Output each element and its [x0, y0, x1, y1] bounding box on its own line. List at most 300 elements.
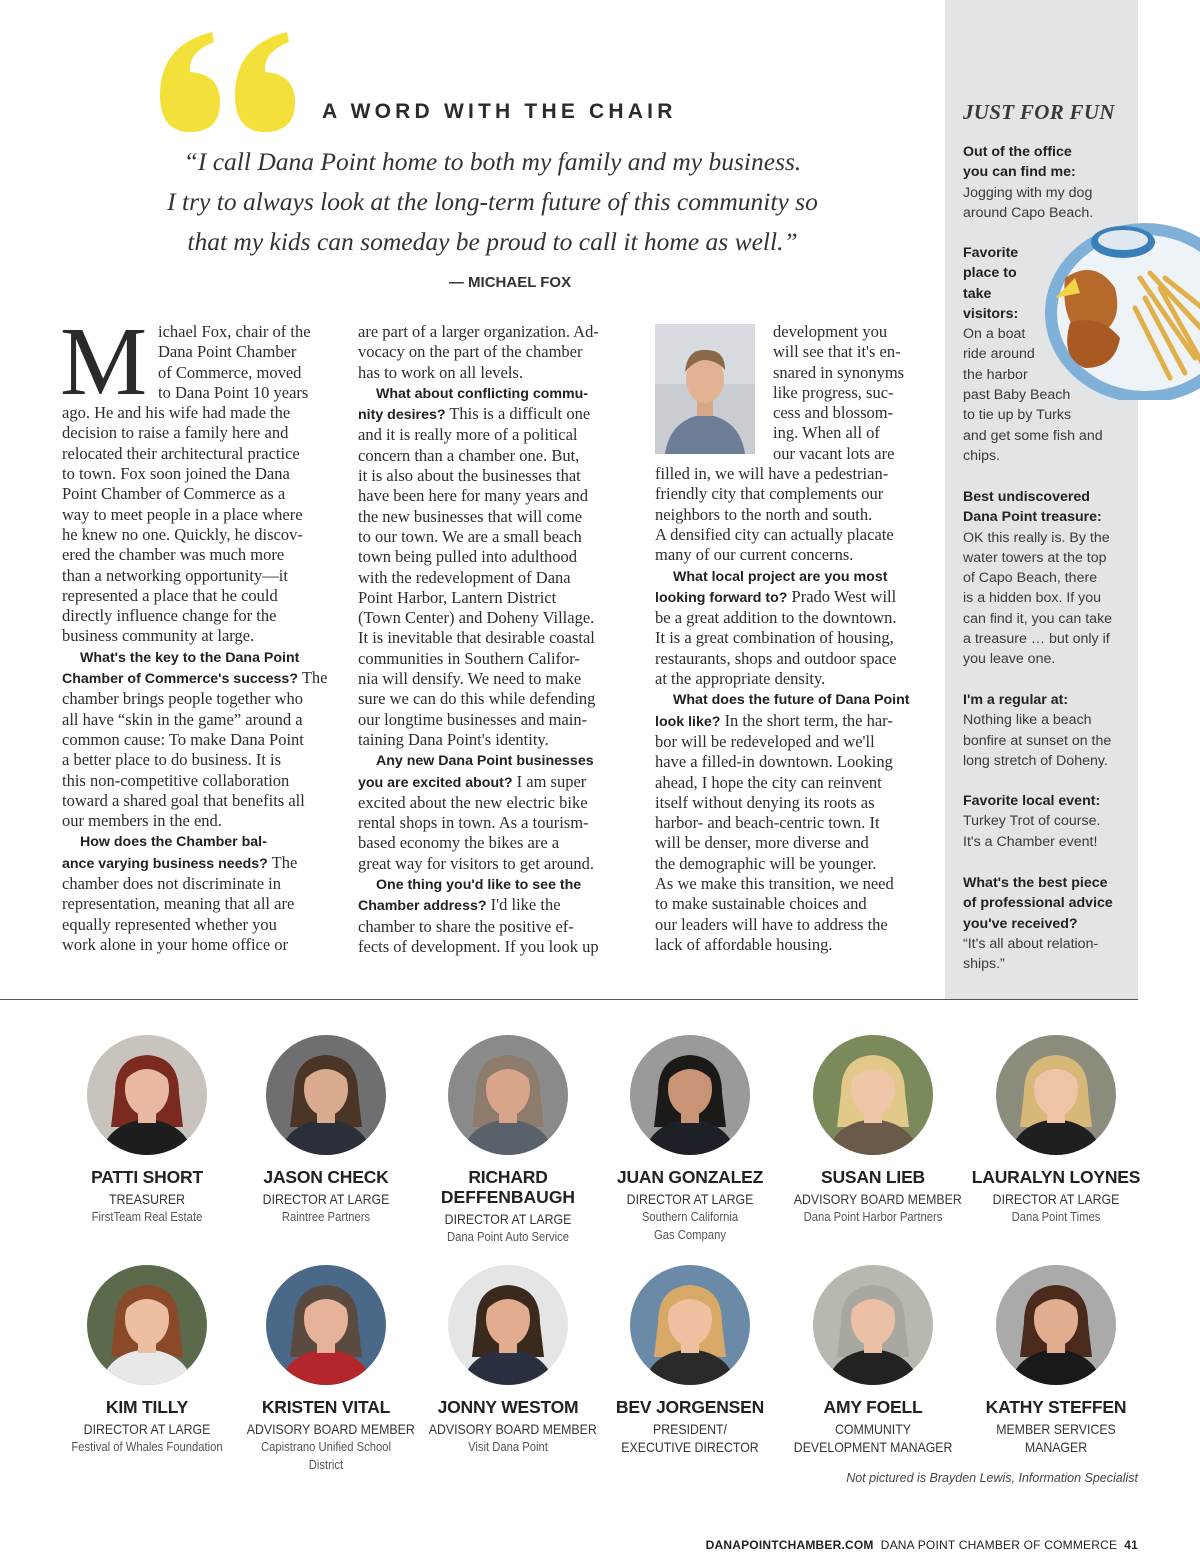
member-name: JASON CHECK [263, 1167, 389, 1187]
body-text: will see that it's en- [773, 342, 901, 362]
body-text: Dana Point Chamber [158, 342, 297, 362]
article-line [655, 587, 927, 608]
body-text: As we make this transition, we need [655, 874, 894, 894]
question-text: What local project are you most [673, 568, 888, 585]
body-text: town being pulled into adulthood [358, 547, 578, 567]
avatar [996, 1265, 1116, 1385]
sidebar-answer: “It's all about relation- [963, 935, 1099, 952]
avatar [813, 1035, 933, 1155]
avatar [87, 1035, 207, 1155]
avatar [266, 1265, 386, 1385]
section-title: A WORD WITH THE CHAIR [322, 100, 677, 123]
body-text: excited about the new electric bike [358, 792, 588, 812]
article-line [62, 606, 334, 626]
article-line [62, 626, 334, 646]
article-line [655, 484, 927, 504]
sidebar-answer: and get some fish and [963, 427, 1103, 444]
member-role: EXECUTIVE DIRECTOR [621, 1439, 759, 1455]
body-text: Point Chamber of Commerce as a [62, 484, 286, 504]
body-text: bor will be redeveloped and we'll [655, 731, 875, 751]
member-name: LAURALYN LOYNES [971, 1167, 1141, 1187]
article-line [655, 874, 927, 894]
article-line [358, 730, 630, 750]
member-organization: Dana Point Times [1011, 1210, 1101, 1224]
article-line [62, 750, 334, 770]
sidebar-question: you can find me: [963, 164, 1076, 181]
article-line [358, 813, 630, 833]
article-line [62, 383, 334, 403]
article-line [655, 628, 927, 648]
body-text: to make sustainable choices and [655, 894, 867, 914]
footer-site: DANAPOINTCHAMBER.COM [705, 1538, 874, 1552]
article-line [358, 750, 630, 771]
body-text: vocacy on the part of the chamber [358, 342, 583, 362]
question-text: Chamber of Commerce's success? [62, 671, 298, 688]
body-text: It is inevitable that desirable coastal [358, 628, 595, 648]
sidebar-question: Out of the office [963, 144, 1072, 160]
sidebar-item [963, 873, 1135, 974]
member-organization: Capistrano Unified School [260, 1440, 392, 1454]
article-line [62, 791, 334, 811]
board-member-card [57, 1265, 237, 1456]
sidebar-question: take [963, 285, 992, 302]
article-line [62, 363, 334, 383]
quote-line: “I call Dana Point home to both my family and my business. [183, 147, 802, 176]
member-organization: Gas Company [654, 1228, 726, 1242]
article-line [655, 464, 927, 484]
member-organization: Dana Point Auto Service [447, 1230, 569, 1244]
article-line [62, 586, 334, 606]
article-line [655, 669, 927, 689]
article-line [358, 425, 630, 445]
article-line [655, 649, 927, 669]
article-line [358, 772, 630, 793]
body-text: rental shops in town. As a tourism- [358, 813, 589, 833]
article-line [655, 813, 927, 833]
article-line [655, 525, 927, 545]
body-text: be a great addition to the downtown. [655, 608, 897, 628]
body-text: sure we can do this while defending [358, 689, 596, 709]
body-text: itself without denying its roots as [655, 792, 875, 812]
article-line [358, 363, 630, 383]
body-text: ichael Fox, chair of the [158, 322, 311, 341]
question-text: What's the key to the Dana Point [80, 649, 300, 666]
member-role: COMMUNITY [835, 1421, 911, 1437]
sidebar-answer: ride around [963, 346, 1035, 363]
sidebar-answer: around Capo Beach. [963, 204, 1094, 221]
sidebar-answer: It's a Chamber event! [963, 833, 1098, 850]
body-text: (Town Center) and Doheny Village. [358, 608, 595, 628]
board-member-card [966, 1035, 1146, 1226]
board-member-card [236, 1035, 416, 1226]
board-member-card [600, 1265, 780, 1456]
member-organization: FirstTeam Real Estate [91, 1210, 203, 1224]
body-text: with the redevelopment of Dana [358, 567, 571, 587]
drop-cap: M [60, 308, 148, 416]
sidebar-answer: the harbor [963, 366, 1028, 383]
member-role: ADVISORY BOARD MEMBER [246, 1421, 415, 1437]
member-name: RICHARD [468, 1167, 548, 1187]
avatar [266, 1035, 386, 1155]
question-text: look like? [655, 713, 721, 730]
sidebar-answer: water towers at the top [963, 549, 1107, 566]
avatar [996, 1035, 1116, 1155]
question-text: Any new Dana Point businesses [376, 753, 594, 770]
body-text: The [267, 852, 298, 872]
sidebar-question: Dana Point treasure: [963, 509, 1102, 526]
body-text: taining Dana Point's identity. [358, 729, 549, 749]
question-text: Chamber address? [358, 898, 487, 915]
body-text: many of our current concerns. [655, 545, 854, 565]
member-role: MANAGER [1024, 1439, 1088, 1455]
body-text: great way for visitors to get around. [358, 853, 594, 873]
board-member-card [966, 1265, 1146, 1456]
body-text: he knew no one. Quickly, he discov- [62, 524, 303, 544]
footer-publication: DANA POINT CHAMBER OF COMMERCE [880, 1538, 1118, 1552]
sidebar-answer: a treasure … but only if [963, 631, 1110, 648]
body-text: a better place to do business. It is [62, 750, 282, 770]
body-text: have been here for many years and [358, 486, 588, 506]
body-text: cess and blossom- [773, 403, 894, 423]
article-line [655, 608, 927, 628]
body-text: communities in Southern Califor- [358, 648, 580, 668]
article-line [358, 710, 630, 730]
body-text: our leaders will have to address the [655, 914, 888, 934]
body-text: nia will densify. We need to make [358, 669, 582, 689]
body-text: the new businesses that will come [358, 506, 583, 526]
article-line [62, 668, 334, 689]
sidebar-item [963, 142, 1135, 223]
article-line [62, 444, 334, 464]
article-line [358, 628, 630, 648]
sidebar-answer: you leave one. [963, 651, 1056, 668]
article-line [655, 833, 927, 853]
member-organization: Raintree Partners [281, 1210, 371, 1224]
article-line [358, 527, 630, 547]
avatar [448, 1035, 568, 1155]
fish-and-chips-image [1045, 218, 1200, 400]
article-line [62, 423, 334, 443]
body-text: development you [773, 322, 888, 341]
article-line [655, 566, 927, 587]
body-text: this non-competitive collaboration [62, 770, 290, 790]
article-line [62, 853, 334, 874]
body-text: at the appropriate density. [655, 669, 826, 689]
body-text: common cause: To make Dana Point [62, 729, 304, 749]
question-text: nity desires? [358, 407, 446, 424]
article-line [62, 689, 334, 709]
article-line [358, 322, 630, 342]
sidebar-question: Best undiscovered [963, 489, 1090, 505]
sidebar-question: visitors: [963, 305, 1019, 322]
body-text: and it is really more of a political [358, 425, 578, 445]
question-text: What does the future of Dana Point [673, 692, 910, 709]
member-name: KRISTEN VITAL [261, 1397, 391, 1417]
article-line [62, 484, 334, 504]
article-line [62, 525, 334, 545]
body-text: In the short term, the har- [720, 710, 893, 730]
article-line [655, 711, 927, 732]
body-text: our members in the end. [62, 811, 222, 831]
body-text: decision to raise a family here and [62, 423, 289, 443]
article-line [358, 793, 630, 813]
michael-fox-portrait [655, 324, 755, 454]
quote-line: that my kids can someday be proud to call it home as well.” [187, 227, 798, 256]
sidebar-question: you've received? [963, 915, 1078, 932]
article-line [62, 935, 334, 955]
member-role: DEVELOPMENT MANAGER [793, 1439, 953, 1455]
body-text: our vacant lots are [773, 443, 895, 463]
board-member-card [236, 1265, 416, 1474]
article-line [358, 342, 630, 362]
body-text: Prado West will [787, 586, 897, 606]
section-divider [0, 999, 1138, 1000]
sidebar-answer: of Capo Beach, there [963, 570, 1098, 587]
member-name: SUSAN LIEB [821, 1167, 925, 1187]
body-text: work alone in your home office or [62, 934, 289, 954]
body-text: has to work on all levels. [358, 362, 523, 382]
body-text: fects of development. If you look up [358, 936, 599, 956]
member-role: ADVISORY BOARD MEMBER [793, 1191, 962, 1207]
body-text: our longtime businesses and main- [358, 709, 588, 729]
sidebar-question: Favorite local event: [963, 793, 1101, 809]
member-name: DEFFENBAUGH [440, 1187, 576, 1207]
article-line [62, 874, 334, 894]
quote-line: I try to always look at the long-term future of this community so [167, 187, 818, 216]
quote-mark-icon [150, 20, 305, 140]
body-text: harbor- and beach-centric town. It [655, 813, 880, 833]
article-line [62, 403, 334, 423]
member-organization: Southern California [641, 1210, 739, 1224]
article-line [62, 831, 334, 852]
body-text: it is also about the businesses that [358, 466, 581, 486]
member-role: DIRECTOR AT LARGE [626, 1191, 754, 1207]
body-text: directly influence change for the [62, 606, 277, 626]
article-line [62, 566, 334, 586]
body-text: friendly city that complements our [655, 484, 884, 504]
member-organization: Visit Dana Point [468, 1440, 548, 1454]
avatar [630, 1265, 750, 1385]
sidebar-answer: long stretch of Doheny. [963, 752, 1108, 769]
member-role: DIRECTOR AT LARGE [992, 1191, 1120, 1207]
body-text: This is a difficult one [445, 404, 591, 424]
sidebar-title: JUST FOR FUN [963, 100, 1115, 124]
sidebar-answer: Turkey Trot of course. [963, 813, 1101, 830]
body-text: relocated their architectural practice [62, 443, 300, 463]
article-line [358, 507, 630, 527]
member-name: KIM TILLY [105, 1397, 189, 1417]
sidebar-question: I'm a regular at: [963, 692, 1069, 708]
body-text: to town. Fox soon joined the Dana [62, 464, 290, 484]
article-line [358, 547, 630, 567]
body-text: based economy the bikes are a [358, 833, 560, 853]
board-member-card [418, 1265, 598, 1456]
member-role: PRESIDENT/ [653, 1421, 727, 1437]
member-name: AMY FOELL [823, 1397, 923, 1417]
question-text: looking forward to? [655, 589, 788, 606]
sidebar-answer: chips. [963, 447, 1001, 464]
article-line [62, 915, 334, 935]
article-line [358, 917, 630, 937]
body-text: business community at large. [62, 626, 255, 646]
member-name: JONNY WESTOM [437, 1397, 579, 1417]
board-member-card [57, 1035, 237, 1226]
article-line [358, 404, 630, 425]
body-text: have a filled-in downtown. Looking [655, 752, 893, 772]
body-text: ago. He and his wife had made the [62, 403, 291, 423]
article-line [62, 322, 334, 342]
not-pictured-note: Not pictured is Brayden Lewis, Information Specialist [846, 1471, 1138, 1485]
body-text: The [298, 668, 328, 688]
question-text: What about conflicting commu- [376, 385, 589, 402]
avatar [813, 1265, 933, 1385]
board-member-card [783, 1265, 963, 1456]
sidebar-answer: On a boat [963, 326, 1026, 343]
body-text: are part of a larger organization. Ad- [358, 322, 599, 341]
member-organization: District [308, 1458, 344, 1472]
article-line [358, 895, 630, 916]
article-line [358, 466, 630, 486]
sidebar-answer: past Baby Beach [963, 387, 1071, 404]
member-organization: Festival of Whales Foundation [71, 1440, 223, 1454]
article-line [358, 874, 630, 895]
article-line [62, 811, 334, 831]
article-line [655, 915, 927, 935]
article-line [358, 649, 630, 669]
body-text: I'd like the [486, 895, 561, 915]
article-line [62, 505, 334, 525]
body-text: the demographic will be younger. [655, 853, 877, 873]
page-footer [706, 1538, 1138, 1552]
board-member-card [783, 1035, 963, 1226]
avatar [448, 1265, 568, 1385]
sidebar-question: What's the best piece [963, 875, 1108, 891]
body-text: neighbors to the north and south. [655, 504, 873, 524]
sidebar-item [963, 791, 1135, 852]
sidebar-answer: ships.” [963, 956, 1005, 973]
body-text: way to meet people in a place where [62, 504, 303, 524]
body-text: ahead, I hope the city can reinvent [655, 772, 882, 792]
body-text: lack of affordable housing. [655, 934, 833, 954]
body-text: to our town. We are a small beach [358, 526, 582, 546]
body-text: will be denser, more diverse and [655, 833, 869, 853]
member-role: DIRECTOR AT LARGE [262, 1191, 390, 1207]
body-text: A densified city can actually placate [655, 524, 894, 544]
article-line [655, 752, 927, 772]
article-line [62, 647, 334, 668]
body-text: ered the chamber was much more [62, 545, 285, 565]
sidebar-question: place to [963, 265, 1017, 282]
body-text: ing. When all of [773, 423, 880, 443]
sidebar-question: Favorite [963, 245, 1019, 261]
body-text: It is a great combination of housing, [655, 628, 894, 648]
member-role: TREASURER [108, 1191, 185, 1207]
pull-quote [120, 142, 865, 262]
question-text: ance varying business needs? [62, 855, 268, 872]
body-text: all have “skin in the game” around a [62, 709, 303, 729]
body-text: chamber brings people together who [62, 689, 304, 709]
question-text: you are excited about? [358, 774, 513, 791]
sidebar-answer: OK this really is. By the [963, 529, 1110, 546]
board-member-card [418, 1035, 598, 1246]
sidebar-answer: bonfire at sunset on the [963, 732, 1112, 749]
body-text: snared in synonyms [773, 362, 905, 382]
body-text: equally represented whether you [62, 914, 277, 934]
member-name: PATTI SHORT [91, 1167, 203, 1187]
body-text: representation, meaning that all are [62, 894, 295, 914]
body-text: restaurants, shops and outdoor space [655, 648, 897, 668]
sidebar-answer: can find it, you can take [963, 610, 1113, 627]
body-text: to Dana Point 10 years [158, 382, 309, 402]
avatar [630, 1035, 750, 1155]
article-line [655, 545, 927, 565]
sidebar-answer: Nothing like a beach [963, 712, 1092, 729]
member-role: ADVISORY BOARD MEMBER [428, 1421, 597, 1437]
article-line [62, 464, 334, 484]
body-text: Point Harbor, Lantern District [358, 587, 557, 607]
article-line [358, 937, 630, 957]
article-line [358, 486, 630, 506]
article-line [62, 710, 334, 730]
article-line [655, 894, 927, 914]
article-line [358, 854, 630, 874]
article-line [358, 588, 630, 608]
body-text: filled in, we will have a pedestrian- [655, 464, 889, 484]
article-line [358, 669, 630, 689]
body-text: chamber to share the positive ef- [358, 916, 574, 936]
article-line [62, 771, 334, 791]
article-line [62, 342, 334, 362]
member-name: JUAN GONZALEZ [616, 1167, 764, 1187]
page-number: 41 [1124, 1538, 1138, 1552]
sidebar-item [963, 487, 1135, 670]
article-line [358, 833, 630, 853]
body-text: I am super [512, 771, 587, 791]
body-text: of Commerce, moved [158, 362, 302, 382]
article-column-2 [358, 322, 630, 957]
article-column-1 [62, 322, 334, 955]
article-line [358, 383, 630, 404]
sidebar-answer: is a hidden box. If you [963, 590, 1102, 607]
body-text: than a networking opportunity—it [62, 565, 288, 585]
board-member-card [600, 1035, 780, 1244]
question-text: How does the Chamber bal- [80, 834, 267, 851]
article-line [62, 545, 334, 565]
member-name: BEV JORGENSEN [615, 1397, 765, 1417]
article-line [358, 689, 630, 709]
body-text: chamber does not discriminate in [62, 874, 282, 894]
article-line [62, 730, 334, 750]
article-line [358, 568, 630, 588]
member-organization: Dana Point Harbor Partners [803, 1210, 943, 1224]
article-line [655, 854, 927, 874]
article-line [655, 505, 927, 525]
body-text: represented a place that he could [62, 585, 278, 605]
article-line [655, 935, 927, 955]
article-line [655, 773, 927, 793]
body-text: toward a shared goal that benefits all [62, 790, 305, 810]
article-line [655, 689, 927, 710]
sidebar-question: of professional advice [963, 895, 1113, 912]
sidebar-item [963, 690, 1135, 771]
body-text: concern than a chamber one. But, [358, 445, 580, 465]
member-role: DIRECTOR AT LARGE [444, 1211, 572, 1227]
question-text: One thing you'd like to see the [376, 877, 582, 894]
article-line [655, 732, 927, 752]
member-name: KATHY STEFFEN [985, 1397, 1127, 1417]
avatar [87, 1265, 207, 1385]
article-line [62, 894, 334, 914]
